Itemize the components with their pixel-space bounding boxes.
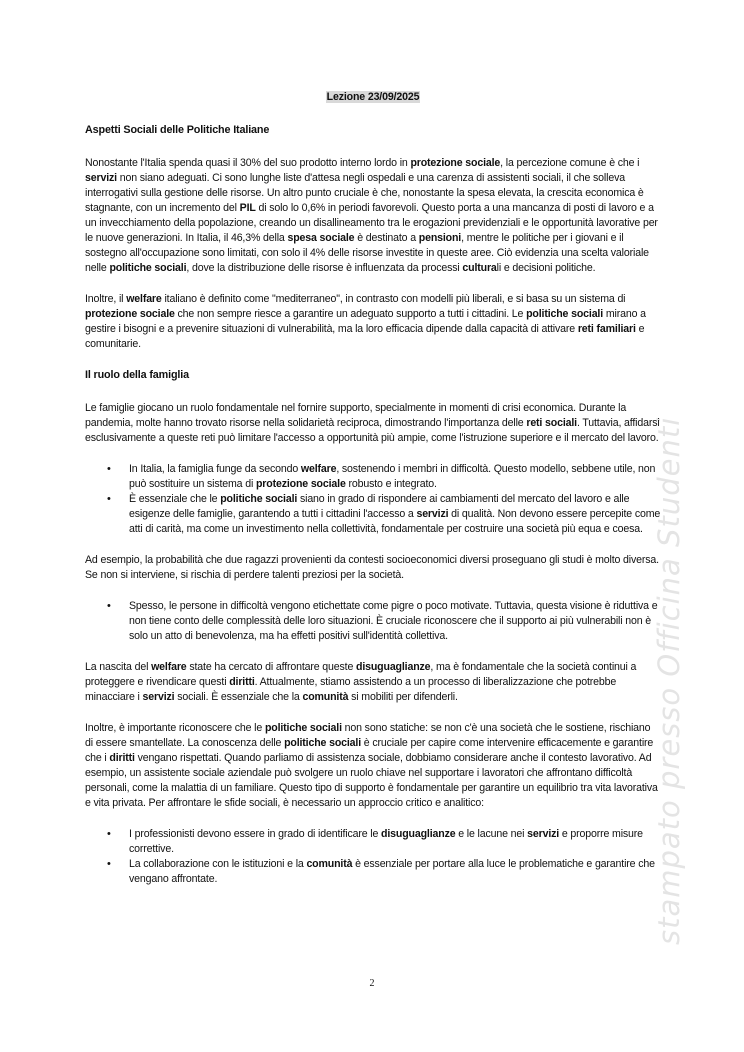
text-run: , dove la distribuzione delle risorse è influenzata da processi xyxy=(186,262,463,274)
text-run: non sono statiche: se non c'è una società che le sostiene, rischiano di essere smantellate. La conoscenza delle xyxy=(85,722,651,749)
bold-term: reti sociali xyxy=(526,417,577,429)
text-run: e comunitarie. xyxy=(85,323,645,350)
paragraph xyxy=(85,401,661,446)
bold-term: politiche sociali xyxy=(264,722,342,734)
bullet-list xyxy=(85,599,661,644)
text-run: In Italia, la famiglia funge da secondo xyxy=(129,463,301,475)
bold-term: spesa sociale xyxy=(287,232,355,244)
paragraph xyxy=(85,156,661,276)
bold-term: diritti xyxy=(109,752,135,764)
text-run: Ad esempio, la probabilità che due ragazzi provenienti da contesti socioeconomici diversi proseguano gli studi è molto diversa. Se non si interviene, si rischia di perdere talenti preziosi per la società. xyxy=(85,554,659,581)
list-item xyxy=(129,857,661,887)
lesson-title-text: Lezione 23/09/2025 xyxy=(326,91,420,103)
text-run: state ha cercato di affrontare queste xyxy=(186,661,356,673)
bold-term: protezione sociale xyxy=(410,157,501,169)
bold-term: welfare xyxy=(151,661,187,673)
bold-term: protezione sociale xyxy=(255,478,346,490)
text-run: Aspetti Sociali delle Politiche Italiane xyxy=(85,124,270,136)
section-heading xyxy=(85,368,661,383)
text-run: Inoltre, è importante riconoscere che le xyxy=(85,722,265,734)
text-run: La collaborazione con le istituzioni e la xyxy=(129,858,307,870)
text-run: I professionisti devono essere in grado di identificare le xyxy=(129,828,382,840)
bold-term: disuguaglianze xyxy=(356,661,431,673)
list-item xyxy=(129,827,661,857)
paragraph xyxy=(85,553,661,583)
text-run: vengano rispettati. Quando parliamo di assistenza sociale, dobbiamo considerare anche il contesto lavorativo. Ad esempio, un assistente sociale aziendale può svolgere un ruolo chiave nel supportare i lavoratori che affrontano difficoltà personali, come la malattia di un familiare. Questo tipo di supporto è fondamentale per garantire un equilibrio tra vita lavorativa e vita privata. Per affrontare le sfide sociali, è necessario un approccio critico e analitico: xyxy=(85,752,658,809)
document-body xyxy=(85,123,661,887)
text-run: Spesso, le persone in difficoltà vengono etichettate come pigre o poco motivate. Tuttavia, questa visione è riduttiva e non tiene conto delle complessità delle loro situazioni. È cruciale riconoscere che il supporto ai più vulnerabili non è solo un atto di benevolenza, ma ha effetti positivi sull'identità collettiva. xyxy=(129,600,658,642)
bold-term: politiche sociali xyxy=(109,262,187,274)
bold-term: reti familiari xyxy=(577,323,636,335)
text-run: Inoltre, il xyxy=(85,293,127,305)
text-run: non siano adeguati. Ci sono lunghe liste d'attesa negli ospedali e una carenza di assistenti sociali, il che solleva interrogativi sulla gestione delle risorse. Un altro punto cruciale è che, nonostante la spesa elevata, la crescita economica è stagnante, con un incremento del xyxy=(85,172,644,214)
text-run: è destinato a xyxy=(354,232,419,244)
text-run: è essenziale per portare alla luce le problematiche e garantire che vengano affrontate. xyxy=(129,858,655,885)
list-item xyxy=(129,492,661,537)
bold-term: servizi xyxy=(142,691,175,703)
bold-term: welfare xyxy=(300,463,337,475)
text-run: È essenziale che le xyxy=(129,493,221,505)
text-run: italiano è definito come "mediterraneo", in contrasto con modelli più liberali, e si basa su un sistema di xyxy=(161,293,626,305)
text-run: Nonostante l'Italia spenda quasi il 30% del suo prodotto interno lordo in xyxy=(85,157,411,169)
text-run: è cruciale per capire come intervenire efficacemente e garantire che i xyxy=(85,737,654,764)
list-item xyxy=(129,462,661,492)
text-run: Il ruolo della famiglia xyxy=(85,369,189,381)
bullet-list xyxy=(85,462,661,537)
text-run: , ma è fondamentale che la società continui a proteggere e rivendicare questi xyxy=(85,661,637,688)
bold-term: protezione sociale xyxy=(85,308,175,320)
text-run: e le lacune nei xyxy=(455,828,528,840)
text-run: . Tuttavia, affidarsi esclusivamente a queste reti può limitare l'accesso a opportunità più ampie, come l'istruzione superiore e il mercato del lavoro. xyxy=(85,417,660,444)
bold-term: politiche sociali xyxy=(284,737,362,749)
bold-term: pensioni xyxy=(418,232,462,244)
list-item xyxy=(129,599,661,644)
bold-term: disuguaglianze xyxy=(381,828,456,840)
text-run: mirano a gestire i bisogni e a prevenire situazioni di vulnerabilità, ma la loro efficacia dipende dalla capacità di attivare xyxy=(85,308,646,335)
text-run: e proporre misure correttive. xyxy=(129,828,643,855)
text-run: robusto e integrato. xyxy=(345,478,437,490)
document-page xyxy=(85,90,661,903)
text-run: sociali. È essenziale che la xyxy=(174,691,303,703)
bold-term: diritti xyxy=(229,676,255,688)
bullet-list xyxy=(85,827,661,887)
bold-term: PIL xyxy=(239,202,256,214)
text-run: di solo lo 0,6% in periodi favorevoli. Questo porta a una mancanza di posti di lavoro e a un invecchiamento della popolazione, creando un disallineamento tra le erogazioni previdenziali e le opportunità lavorative per le nuove generazioni. In Italia, il 46,3% della xyxy=(85,202,658,244)
text-run: , mentre le politiche per i giovani e il sostegno all'occupazione sono limitati, con solo il 4% delle risorse investite in queste aree. Ciò evidenzia una scelta valoriale nelle xyxy=(85,232,649,274)
text-run: Le famiglie giocano un ruolo fondamentale nel fornire supporto, specialmente in momenti di crisi economica. Durante la pandemia, molte hanno trovato risorse nella solidarietà reciproca, dimostrando l'importanza delle xyxy=(85,402,627,429)
paragraph xyxy=(85,721,661,811)
bold-term: servizi xyxy=(527,828,560,840)
bold-term: politiche sociali xyxy=(220,493,298,505)
paragraph xyxy=(85,660,661,705)
text-run: che non sempre riesce a garantire un adeguato supporto a tutti i cittadini. Le xyxy=(174,308,527,320)
text-run: si mobiliti per difenderli. xyxy=(348,691,458,703)
bold-term: cultura xyxy=(462,262,497,274)
text-run: . Attualmente, stiamo assistendo a un processo di liberalizzazione che potrebbe minacciare i xyxy=(85,676,617,703)
section-heading xyxy=(85,123,661,138)
text-run: siano in grado di rispondere ai cambiamenti del mercato del lavoro e alle esigenze delle famiglie, garantendo a tutti i cittadini l'accesso a xyxy=(129,493,630,520)
bold-term: comunità xyxy=(302,691,349,703)
paragraph xyxy=(85,292,661,352)
bold-term: welfare xyxy=(126,293,162,305)
text-run: li e decisioni politiche. xyxy=(496,262,596,274)
lesson-title xyxy=(85,90,661,105)
text-run: La nascita del xyxy=(85,661,152,673)
page-number: 2 xyxy=(369,978,375,989)
text-run: di qualità. Non devono essere percepite come atti di carità, ma come un investimento nella collettività, fondamentale per costruire una società più equa e coesa. xyxy=(129,508,661,535)
bold-term: comunità xyxy=(306,858,353,870)
bold-term: servizi xyxy=(85,172,117,184)
bold-term: servizi xyxy=(416,508,449,520)
watermark: stampato presso Officina Studenti xyxy=(652,416,686,945)
bold-term: politiche sociali xyxy=(526,308,604,320)
text-run: , sostenendo i membri in difficoltà. Questo modello, sebbene utile, non può sostituire un sistema di xyxy=(129,463,656,490)
text-run: , la percezione comune è che i xyxy=(500,157,640,169)
